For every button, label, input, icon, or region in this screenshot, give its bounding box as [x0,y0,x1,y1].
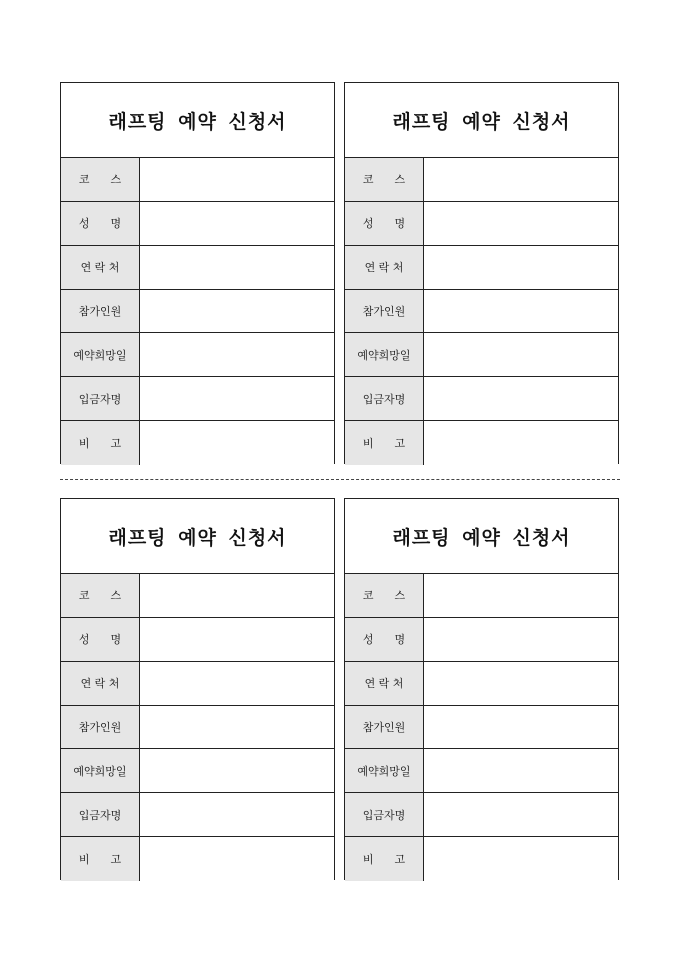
form-row-contact [61,662,334,706]
contact-field[interactable] [424,662,618,705]
desired-date-field[interactable] [140,333,334,376]
depositor-label: 입금자명 [61,793,140,836]
form-title: 래프팅 예약 신청서 [61,499,334,574]
form-row-course [345,574,618,618]
remarks-label: 비 고 [61,421,140,465]
remarks-label: 비 고 [345,421,424,465]
contact-label: 연 락 처 [345,662,424,705]
form-row-desired-date [61,749,334,793]
contact-field[interactable] [140,246,334,289]
depositor-field[interactable] [140,377,334,420]
contact-label: 연 락 처 [61,246,140,289]
depositor-field[interactable] [424,377,618,420]
course-label: 코 스 [345,574,424,617]
form-row-desired-date [345,333,618,377]
remarks-field[interactable] [424,837,618,881]
form-row-contact [61,246,334,290]
course-field[interactable] [424,574,618,617]
form-row-name [61,618,334,662]
name-field[interactable] [140,202,334,245]
course-label: 코 스 [61,158,140,201]
form-row-depositor [61,793,334,837]
form-title: 래프팅 예약 신청서 [345,83,618,158]
form-title: 래프팅 예약 신청서 [345,499,618,574]
form-row-participants [61,706,334,750]
remarks-field[interactable] [140,421,334,465]
form-row-remarks [345,421,618,465]
desired-date-label: 예약희망일 [345,749,424,792]
form-row-desired-date [345,749,618,793]
desired-date-label: 예약희망일 [61,749,140,792]
form-row-course [345,158,618,202]
remarks-field[interactable] [424,421,618,465]
name-field[interactable] [140,618,334,661]
form-row-depositor [345,377,618,421]
form-row-participants [345,706,618,750]
participants-field[interactable] [424,290,618,333]
reservation-form-top-right [344,82,619,464]
remarks-label: 비 고 [61,837,140,881]
course-field[interactable] [140,158,334,201]
depositor-label: 입금자명 [345,377,424,420]
participants-field[interactable] [424,706,618,749]
participants-label: 참가인원 [345,706,424,749]
form-row-contact [345,246,618,290]
reservation-form-top-left [60,82,335,464]
form-row-desired-date [61,333,334,377]
name-field[interactable] [424,618,618,661]
participants-label: 참가인원 [345,290,424,333]
name-label: 성 명 [61,202,140,245]
desired-date-label: 예약희망일 [61,333,140,376]
form-row-name [345,202,618,246]
form-row-name [345,618,618,662]
course-field[interactable] [140,574,334,617]
form-title: 래프팅 예약 신청서 [61,83,334,158]
form-row-name [61,202,334,246]
desired-date-field[interactable] [424,749,618,792]
form-row-depositor [61,377,334,421]
cut-line-divider [60,479,620,480]
reservation-form-bottom-right [344,498,619,880]
depositor-label: 입금자명 [345,793,424,836]
course-label: 코 스 [61,574,140,617]
participants-field[interactable] [140,706,334,749]
form-row-course [61,574,334,618]
remarks-field[interactable] [140,837,334,881]
participants-label: 참가인원 [61,290,140,333]
desired-date-field[interactable] [424,333,618,376]
name-field[interactable] [424,202,618,245]
course-field[interactable] [424,158,618,201]
name-label: 성 명 [345,618,424,661]
form-row-participants [345,290,618,334]
form-row-depositor [345,793,618,837]
contact-field[interactable] [140,662,334,705]
name-label: 성 명 [61,618,140,661]
form-row-contact [345,662,618,706]
participants-field[interactable] [140,290,334,333]
form-row-course [61,158,334,202]
contact-label: 연 락 처 [61,662,140,705]
form-row-remarks [61,837,334,881]
depositor-field[interactable] [424,793,618,836]
form-row-remarks [61,421,334,465]
form-row-remarks [345,837,618,881]
remarks-label: 비 고 [345,837,424,881]
depositor-label: 입금자명 [61,377,140,420]
desired-date-label: 예약희망일 [345,333,424,376]
course-label: 코 스 [345,158,424,201]
reservation-form-bottom-left [60,498,335,880]
contact-label: 연 락 처 [345,246,424,289]
participants-label: 참가인원 [61,706,140,749]
form-row-participants [61,290,334,334]
depositor-field[interactable] [140,793,334,836]
name-label: 성 명 [345,202,424,245]
desired-date-field[interactable] [140,749,334,792]
contact-field[interactable] [424,246,618,289]
